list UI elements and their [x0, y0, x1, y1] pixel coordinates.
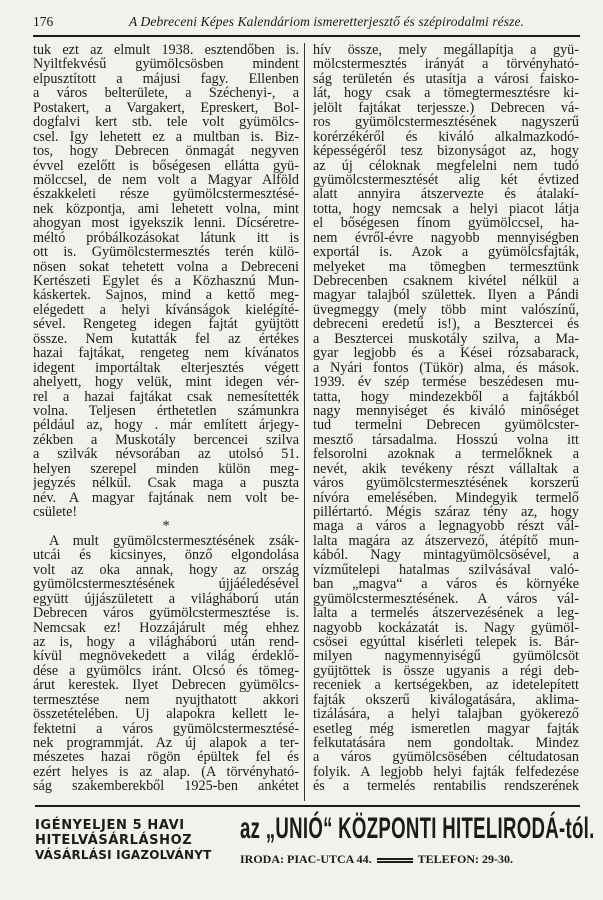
text-line: tud termelni Debrecen gyümölcster- — [313, 418, 579, 433]
text-line: mesztő társadalma. Hosszú volna itt — [313, 432, 579, 448]
text-line: az is, hogy a világháború után rend- — [33, 634, 299, 650]
text-line: nek programmját. Az új alapok a ter- — [33, 736, 299, 751]
advertisement-contact — [240, 852, 513, 867]
text-line: a Besztercei muskotály szilva, a Ma- — [313, 331, 579, 347]
text-line: vízműtelepi hatalmas szilvásával való- — [313, 562, 579, 578]
text-line: 1939. év szép termése beszédesen mu- — [313, 375, 579, 390]
text-line: receniek a kertségekben, az idetelepített — [313, 678, 579, 693]
text-line: Nyiltfekvésű gyümölcsösben mindent — [33, 57, 299, 72]
text-line: ott is. Gyümölcstermesztés terén külö- — [33, 245, 299, 260]
text-line: évvel ezelőtt is bőségesen ellátta gyü- — [33, 158, 299, 173]
text-line: felsorolni azoknak a termelőknek a — [313, 447, 579, 462]
text-line: Postakert, a Vargakert, Epreskert, Bol- — [33, 100, 299, 116]
text-line: nívóra emelésében. Mindegyik termelő — [313, 490, 579, 505]
page-number: 176 — [33, 14, 54, 29]
text-line: nevét, akik tevékeny részt vállaltak a — [313, 461, 579, 477]
text-line: tos, hogy Debrecen önmagát negyven — [33, 144, 299, 159]
text-line: nem évről-évre nagyobb mennyiségben — [313, 230, 579, 246]
text-line: Debrecen város gyümölcstermesztése is. — [33, 606, 299, 621]
text-line: exportál is. Azok a gyümölcsfajták, — [313, 245, 579, 260]
text-line: mölcstermesztés irányát a törvényható- — [313, 57, 579, 72]
text-line: el bőségesen fínom gyümölccsel, ha- — [313, 216, 579, 231]
text-line: az új céloknak megfelelni nem tudó — [313, 158, 579, 173]
text-line: hazai fajtákat, rengeteg nem kívánatos — [33, 346, 299, 361]
text-line: lalta a termelés átszervezésének a leg- — [313, 606, 579, 621]
text-line: név. A magyar fajtának nem volt be- — [33, 490, 299, 505]
text-line: idegent importáltak elterjesztés végett — [33, 360, 299, 376]
text-line: volna. Teljesen érthetetlen számunkra — [33, 403, 299, 419]
text-line: elpusztított a májusi fagy. Ellenben — [33, 71, 299, 87]
text-line: árut kerestek. Ilyet Debrecen gyümölcs- — [33, 678, 299, 693]
text-line: a város gyümölcsösében céltudatosan — [313, 750, 579, 765]
text-line: esetleg még ismeretlen magyar fajták — [313, 721, 579, 736]
footer-rule — [35, 805, 580, 807]
text-line: magyar talajból születtek. Ilyen a Pándi — [313, 288, 579, 303]
ad-address: IRODA: PIAC-UTCA 44. — [240, 852, 372, 866]
text-line: nagyobb kockázatát is. Nagy gyümöl- — [313, 620, 579, 635]
text-line: és a termelés rentabilis rendszerének — [313, 779, 579, 794]
text-line: elégedett a helyi kívánságok kielégíté- — [33, 302, 299, 318]
text-line: Kertészeti Egylet és a Közhasznú Mun- — [33, 274, 299, 289]
column-divider — [304, 43, 305, 801]
text-line: nösen sokat tehetett volna a Debreceni — [33, 259, 299, 274]
text-line: Debrecenben csaknem kivétel nélkül a — [313, 274, 579, 289]
text-line: pillértartó. Mégis száraz tény az, hogy — [313, 505, 579, 520]
text-line: melyeket ma tömegben termesztünk — [313, 259, 579, 274]
text-line: gyümölcstermesztésének. A város vál- — [313, 591, 579, 607]
text-line: milyen nagymennyiségű gyümölcsöt — [313, 649, 579, 664]
text-line: város gyümölcstermesztésének korszerű — [313, 476, 579, 491]
text-line: például az, hogy . már említett árjegy- — [33, 418, 299, 433]
text-line: csülete! — [33, 505, 78, 520]
text-line: zékben a Muskotály bercencei szilva — [33, 432, 299, 448]
text-line: csel. Így lehetett ez a multban is. Biz- — [33, 129, 299, 145]
text-line: nek központja, ami lehetett volna, mint — [33, 201, 299, 217]
text-line: felkutatására nem gondoltak. Mindez — [313, 736, 579, 751]
text-line: alatt annyira átszervezte és átalakí- — [313, 187, 579, 202]
text-line: ság területén és utasítja a városi faisko- — [313, 71, 579, 87]
text-line: csösei egyúttal kisérleti telepek is. Bár- — [313, 634, 579, 650]
text-line: ban „magva“ a város és környéke — [313, 577, 579, 592]
text-line: tuk ezt az elmult 1938. esztendőben is. — [33, 43, 299, 58]
text-line: összetételében. Új alapokra kellett le- — [33, 707, 299, 722]
advertisement-left-block — [35, 818, 212, 863]
page-header — [33, 10, 580, 32]
text-line: tizálására, a helyi talajban gyökerező — [313, 707, 579, 722]
ad-line: IGÉNYELJEN 5 HAVI — [35, 818, 185, 833]
text-line: üvegmeggy (mely több mint valószínű, — [313, 302, 579, 318]
text-line: mészetes hazai rögön épültek fel és — [33, 750, 299, 765]
text-line: debreceni eredetű is!), a Besztercei és — [313, 317, 579, 332]
text-line: gyar legjobb és a Kései rózsabarack, — [313, 346, 579, 361]
text-line: képességéről tesz bizonyságot az, hogy — [313, 144, 579, 159]
text-line: rel a hazai fajtákat csak nemesítették — [33, 389, 299, 404]
text-line: dogfalvi kert stb. tele volt gyümölcs- — [33, 115, 299, 130]
text-line: utcái és kicsinyes, önző elgondolása — [33, 548, 299, 563]
text-line: kívül megnövekedett a világ érdeklő- — [33, 649, 299, 664]
text-line: ahogyan most igyekszik lenni. Dícséretre- — [33, 216, 299, 231]
text-line: nagy mennyiséget és kiváló minőséget — [313, 403, 579, 419]
left-text-column — [33, 43, 299, 794]
text-line: ság szakemberekből 1925-ben ankétet — [33, 779, 299, 794]
text-line: káskertek. Sajnos, mind a kettő meg- — [33, 288, 299, 303]
text-line: sével. Rengeteg idegen fajtát gyüjtött — [33, 317, 299, 332]
text-line: jegyzés nélkül. Csak maga a puszta — [33, 476, 299, 491]
text-line: össze. Nem kutatták fel az értékes — [33, 331, 299, 347]
header-rule — [33, 35, 580, 37]
text-line: gyümölcstermesztését alig két évtized — [313, 172, 579, 188]
text-line: dése a gyümölcs iránt. Olcsó és tömeg- — [33, 663, 299, 679]
text-line: tatta, hogy mindezekből a fajtákból — [313, 389, 579, 404]
advertisement-headline: az „UNIÓ“ KÖZPONTI HITELIRODÁ-tól. — [240, 812, 595, 845]
double-rule-separator — [377, 858, 413, 863]
text-line: korérzékéről és kiváló alkalmazkodó- — [313, 129, 579, 145]
text-line: a szilvák névsorában az utolsó 51. — [33, 447, 299, 462]
text-line: a város belterülete, a Széchenyi-, a — [33, 86, 299, 101]
text-line: helyen szerepel minden külön meg- — [33, 461, 299, 477]
text-line: a Nyári fontos (Tükör) alma, és mások. — [313, 360, 579, 376]
text-line: jelölt fajtákat terjessze.) Debrecen vá- — [313, 100, 579, 116]
ad-line: VÁSÁRLÁSI IGAZOLVÁNYT — [35, 848, 212, 862]
text-line: gyümölcstermesztésének újjáéledésével — [33, 577, 299, 592]
text-line: hív össze, mely megállapítja a gyü- — [313, 43, 579, 58]
text-line: lalta magára az átszervező, átépítő mun- — [313, 533, 579, 549]
text-line: A mult gyümölcstermesztésének zsák- — [49, 533, 299, 549]
text-line: lát, hogy csak a tömegtermesztésre ki- — [313, 86, 579, 101]
text-line: ros gyümölcstermesztésének nagyszerű — [313, 115, 579, 130]
right-text-column — [313, 43, 579, 794]
text-line: volt az oka annak, hogy az ország — [33, 562, 299, 578]
text-line: együtt újjászületett a világháború után — [33, 591, 299, 607]
text-line: gyüjtöttek is össze ugyanis a régi deb- — [313, 663, 579, 679]
ad-line: HITELVÁSÁRLÁSHOZ — [35, 833, 193, 848]
text-line: fajták okszerű kiválogatására, aklima- — [313, 692, 579, 708]
text-line: fektetni a város gyümölcstermesztésé- — [33, 721, 299, 736]
running-title: A Debreceni Képes Kalendáriom ismeretterjesztő és szépirodalmi része. — [128, 14, 525, 29]
text-line: kából. Nagy mintagyümölcsösével, a — [313, 548, 579, 563]
text-line: folyik. A legjobb helyi fajták felfedezése — [313, 764, 579, 780]
text-line: totta, hogy nemcsak a helyi piacot látja — [313, 201, 579, 217]
text-line: ezért helyes is az alap. (A törvényható- — [33, 764, 299, 780]
text-line: ahelyett, hogy velük, mint idegen vér- — [33, 375, 299, 390]
text-line: mölccsel, de nem volt a Magyar Alföld — [33, 172, 299, 188]
text-line: Nemcsak ez! Hozzájárult még ehhez — [33, 620, 299, 635]
text-line: méltó próbálkozásokat látunk itt is — [33, 230, 299, 246]
text-line: termesztése nem nyujthatott akkori — [33, 692, 299, 708]
text-line: északkeleti része gyümölcstermesztésé- — [33, 187, 299, 202]
text-line: maga a város a legnagyobb részt vál- — [313, 519, 579, 534]
ad-phone: TELEFON: 29-30. — [417, 852, 514, 866]
text-line: * — [162, 519, 170, 534]
